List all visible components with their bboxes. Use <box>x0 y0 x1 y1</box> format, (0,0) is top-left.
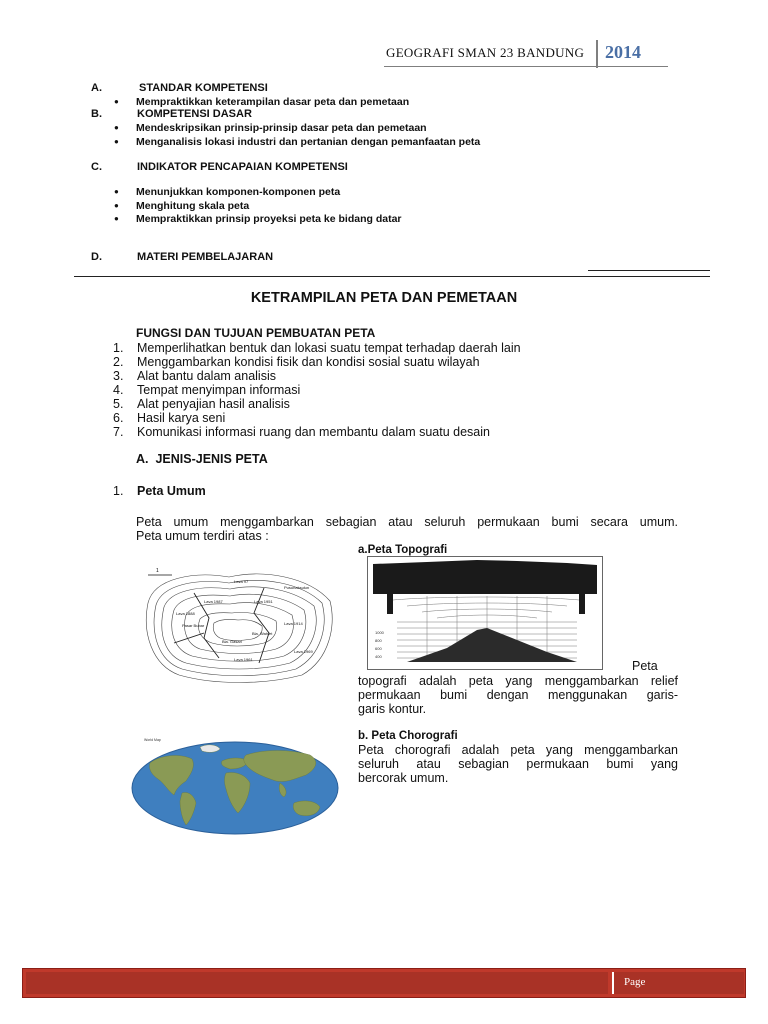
chorografi-title: b. Peta Chorografi <box>358 730 458 742</box>
list-item: 5. Alat penyajian hasil analisis <box>113 397 290 411</box>
topografi-desc-1: topografi adalah peta yang menggambarkan relief <box>358 674 678 688</box>
section-b-heading <box>91 108 591 122</box>
svg-text:1000: 1000 <box>375 630 384 635</box>
bullet-item: ● Menunjukkan komponen-komponen peta <box>114 186 341 198</box>
main-title: KETRAMPILAN PETA DAN PEMETAAN <box>250 290 518 306</box>
jenis-heading: A. JENIS-JENIS PETA <box>136 452 268 466</box>
topographic-profile-image <box>367 556 603 670</box>
list-item: 1. Memperlihatkan bentuk dan lokasi suatu tempat terhadap daerah lain <box>113 341 521 355</box>
bullet-icon: ● <box>114 187 119 196</box>
bullet-icon: ● <box>114 97 119 106</box>
section-c-heading <box>91 161 591 175</box>
list-item: 6. Hasil karya seni <box>113 411 226 425</box>
map-label: Bla. Gasari <box>222 639 242 644</box>
svg-text:400: 400 <box>375 654 382 659</box>
bullet-icon: ● <box>114 201 119 210</box>
bullet-item: ● Mempraktikkan keterampilan dasar peta dan pemetaan <box>114 96 410 108</box>
section-d-heading <box>91 251 591 265</box>
map-label: Lava 1888 <box>176 611 195 616</box>
divider-line <box>74 276 710 277</box>
svg-text:800: 800 <box>375 638 382 643</box>
map-label: Lava 1969 <box>294 649 313 654</box>
fungsi-list <box>113 341 673 441</box>
bullet-icon: ● <box>114 137 119 146</box>
divider-line <box>588 270 710 271</box>
fungsi-title: FUNGSI DAN TUJUAN PEMBUATAN PETA <box>136 326 376 340</box>
map-label: Lava 1914 <box>284 621 303 626</box>
header-underline <box>384 66 668 67</box>
peta-umum-desc-2: Peta umum terdiri atas : <box>136 529 269 543</box>
bullet-item: ● Menghitung skala peta <box>114 200 250 212</box>
topografi-desc-2: permukaan bumi dengan menggunakan garis- <box>358 688 678 702</box>
map-label: Lava 1951 <box>254 599 273 604</box>
svg-text:1: 1 <box>156 568 159 574</box>
map-label: Lava 1961 <box>234 657 253 662</box>
list-item: 7. Komunikasi informasi ruang dan membantu dalam suatu desain <box>113 425 490 439</box>
bullet-icon: ● <box>114 214 119 223</box>
section-label: KOMPETENSI DASAR <box>137 108 252 120</box>
topografi-peta-word: Peta <box>632 659 658 673</box>
map-label: Bla. Wahlet <box>252 631 273 636</box>
map-label: Pusunaksulun <box>284 585 310 590</box>
section-label: STANDAR KOMPETENSI <box>139 82 268 94</box>
map-label: Lava 1987 <box>204 599 223 604</box>
bullet-item: ● Menganalisis lokasi industri dan pertanian dengan pemanfaatan peta <box>114 136 481 148</box>
svg-text:World Map: World Map <box>144 738 161 742</box>
chorografi-desc-2: seluruh atau sebagian permukaan bumi yang <box>358 757 678 771</box>
list-item: 3. Alat bantu dalam analisis <box>113 369 276 383</box>
chorografi-desc-3: bercorak umum. <box>358 771 449 785</box>
section-letter: C. <box>91 161 102 173</box>
section-letter: B. <box>91 108 102 120</box>
section-letter: D. <box>91 251 102 263</box>
bullet-item: ● Mendeskripsikan prinsip-prinsip dasar peta dan pemetaan <box>114 122 427 134</box>
footer-page-label: Page <box>624 976 646 988</box>
list-item: 4. Tempat menyimpan informasi <box>113 383 301 397</box>
bullet-icon: ● <box>114 123 119 132</box>
contour-map-image <box>134 563 338 687</box>
header-title: GEOGRAFI SMAN 23 BANDUNG <box>386 45 585 60</box>
footer-page-box <box>612 972 744 994</box>
topografi-desc-3: garis kontur. <box>358 702 427 716</box>
header-year: 2014 <box>605 42 641 62</box>
peta-umum-desc: Peta umum menggambarkan sebagian atau seluruh permukaan bumi secara umum. <box>136 515 678 529</box>
world-map-image <box>130 733 340 837</box>
map-label: Lava 97 <box>234 579 249 584</box>
section-label: MATERI PEMBELAJARAN <box>137 251 274 263</box>
header-divider <box>596 40 598 68</box>
section-letter: A. <box>91 82 102 94</box>
footer-left-panel <box>26 972 608 994</box>
list-item: 2. Menggambarkan kondisi fisik dan kondisi sosial suatu wilayah <box>113 355 480 369</box>
section-a-heading <box>91 82 591 96</box>
topografi-title: a.Peta Topografi <box>358 544 448 556</box>
section-label: INDIKATOR PENCAPAIAN KOMPETENSI <box>137 161 348 173</box>
bullet-item: ● Mempraktikkan prinsip proyeksi peta ke bidang datar <box>114 213 402 225</box>
chorografi-desc-1: Peta chorografi adalah peta yang menggambarkan <box>358 743 678 757</box>
map-label: Pasar Bubar <box>182 623 205 628</box>
svg-text:600: 600 <box>375 646 382 651</box>
